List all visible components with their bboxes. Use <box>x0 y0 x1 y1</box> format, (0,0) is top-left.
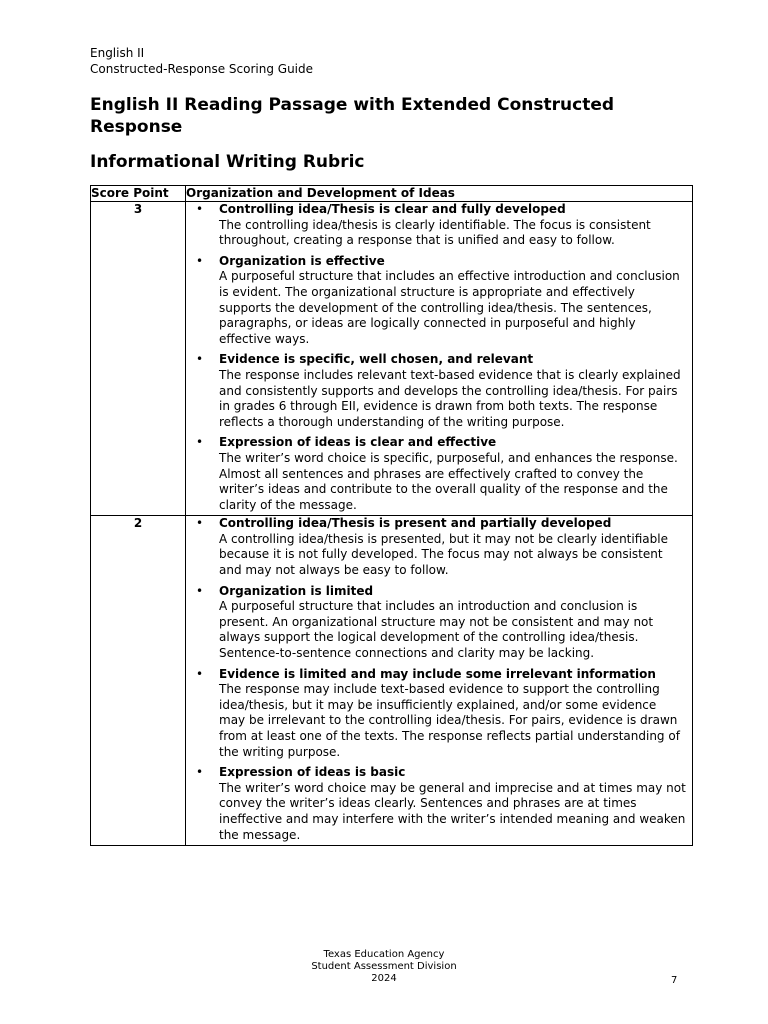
criterion-heading: • Evidence is limited and may include some irrelevant information <box>219 666 656 681</box>
criterion-text: The writer’s word choice is specific, purposeful, and enhances the response. Almost all sentences and phrases are effectively crafted to convey the writer’s ideas and contribute to the overall quality of the response and the clarity of the message. <box>219 450 678 512</box>
subject-label: English II <box>90 46 145 60</box>
criterion-text: A controlling idea/thesis is presented, but it may not be clearly identifiable because it is not fully developed. The focus may not always be consistent and may not always be easy to follow. <box>219 531 668 578</box>
division-name: Student Assessment Division <box>311 961 457 972</box>
list-item <box>186 202 686 249</box>
list-item <box>186 516 686 578</box>
criterion-heading: • Organization is effective <box>219 253 385 268</box>
criteria-cell <box>186 202 693 516</box>
criterion-heading: • Expression of ideas is basic <box>219 765 406 780</box>
list-item <box>186 667 686 761</box>
criterion-heading: • Controlling idea/Thesis is clear and fully developed <box>219 202 566 216</box>
list-item <box>186 584 686 662</box>
criteria-cell <box>186 516 693 846</box>
criteria-list <box>186 516 692 845</box>
score-cell: 3 <box>91 202 186 516</box>
criterion-heading: • Evidence is specific, well chosen, and relevant <box>219 352 534 367</box>
table-row <box>91 202 693 516</box>
agency-name: Texas Education Agency <box>323 949 445 960</box>
organization-header: Organization and Development of Ideas <box>186 186 693 202</box>
criterion-text: The controlling idea/thesis is clearly identifiable. The focus is consistent throughout, creating a response that is unified and easy to follow. <box>219 217 651 248</box>
criterion-text: A purposeful structure that includes an effective introduction and conclusion is evident. The organizational structure is appropriate and effectively supports the development of the controlling idea/thesis. The sentences, paragraphs, or ideas are logically connected in purposeful and highly effective ways. <box>219 269 680 346</box>
criterion-heading: • Expression of ideas is clear and effective <box>219 435 497 450</box>
page-number: 7 <box>671 975 678 986</box>
criteria-list <box>186 202 692 515</box>
criterion-text: The response may include text-based evidence to support the controlling idea/thesis, but it may be insufficiently explained, and/or some evidence may be irrelevant to the controlling idea/thesis. For pairs, evidence is drawn from at least one of the texts. The response reflects partial understanding of the writing purpose. <box>219 682 680 759</box>
page-header <box>90 45 313 77</box>
rubric-table <box>90 185 693 846</box>
table-row <box>91 516 693 846</box>
criterion-heading: • Organization is limited <box>219 583 374 598</box>
list-item <box>186 254 686 348</box>
document-title: English II Reading Passage with Extended Constructed Response <box>90 95 615 137</box>
criterion-text: The response includes relevant text-based evidence that is clearly explained and consistently supports and develops the controlling idea/thesis. For pairs in grades 6 through EII, evidence is drawn from both texts. The response reflects a thorough understanding of the writing purpose. <box>219 367 681 429</box>
guide-label: Constructed-Response Scoring Guide <box>90 62 314 76</box>
score-cell: 2 <box>91 516 186 846</box>
page-footer <box>284 949 484 985</box>
footer-year: 2024 <box>371 973 397 984</box>
score-point-header: Score Point <box>91 186 186 202</box>
list-item <box>186 352 686 430</box>
table-header-row <box>91 186 693 202</box>
rubric-title: Informational Writing Rubric <box>90 152 365 172</box>
list-item <box>186 765 686 843</box>
list-item <box>186 435 686 513</box>
criterion-heading: • Controlling idea/Thesis is present and partially developed <box>219 516 612 531</box>
criterion-text: A purposeful structure that includes an introduction and conclusion is present. An organizational structure may not be consistent and may not always support the logical development of the controlling idea/thesis. Sentence-to-sentence connections and clarity may be lacking. <box>219 599 654 661</box>
criterion-text: The writer’s word choice may be general and imprecise and at times may not convey the writer’s ideas clearly. Sentences and phrases are at times ineffective and may interfere with the writer’s intended meaning and weaken the message. <box>219 780 686 842</box>
